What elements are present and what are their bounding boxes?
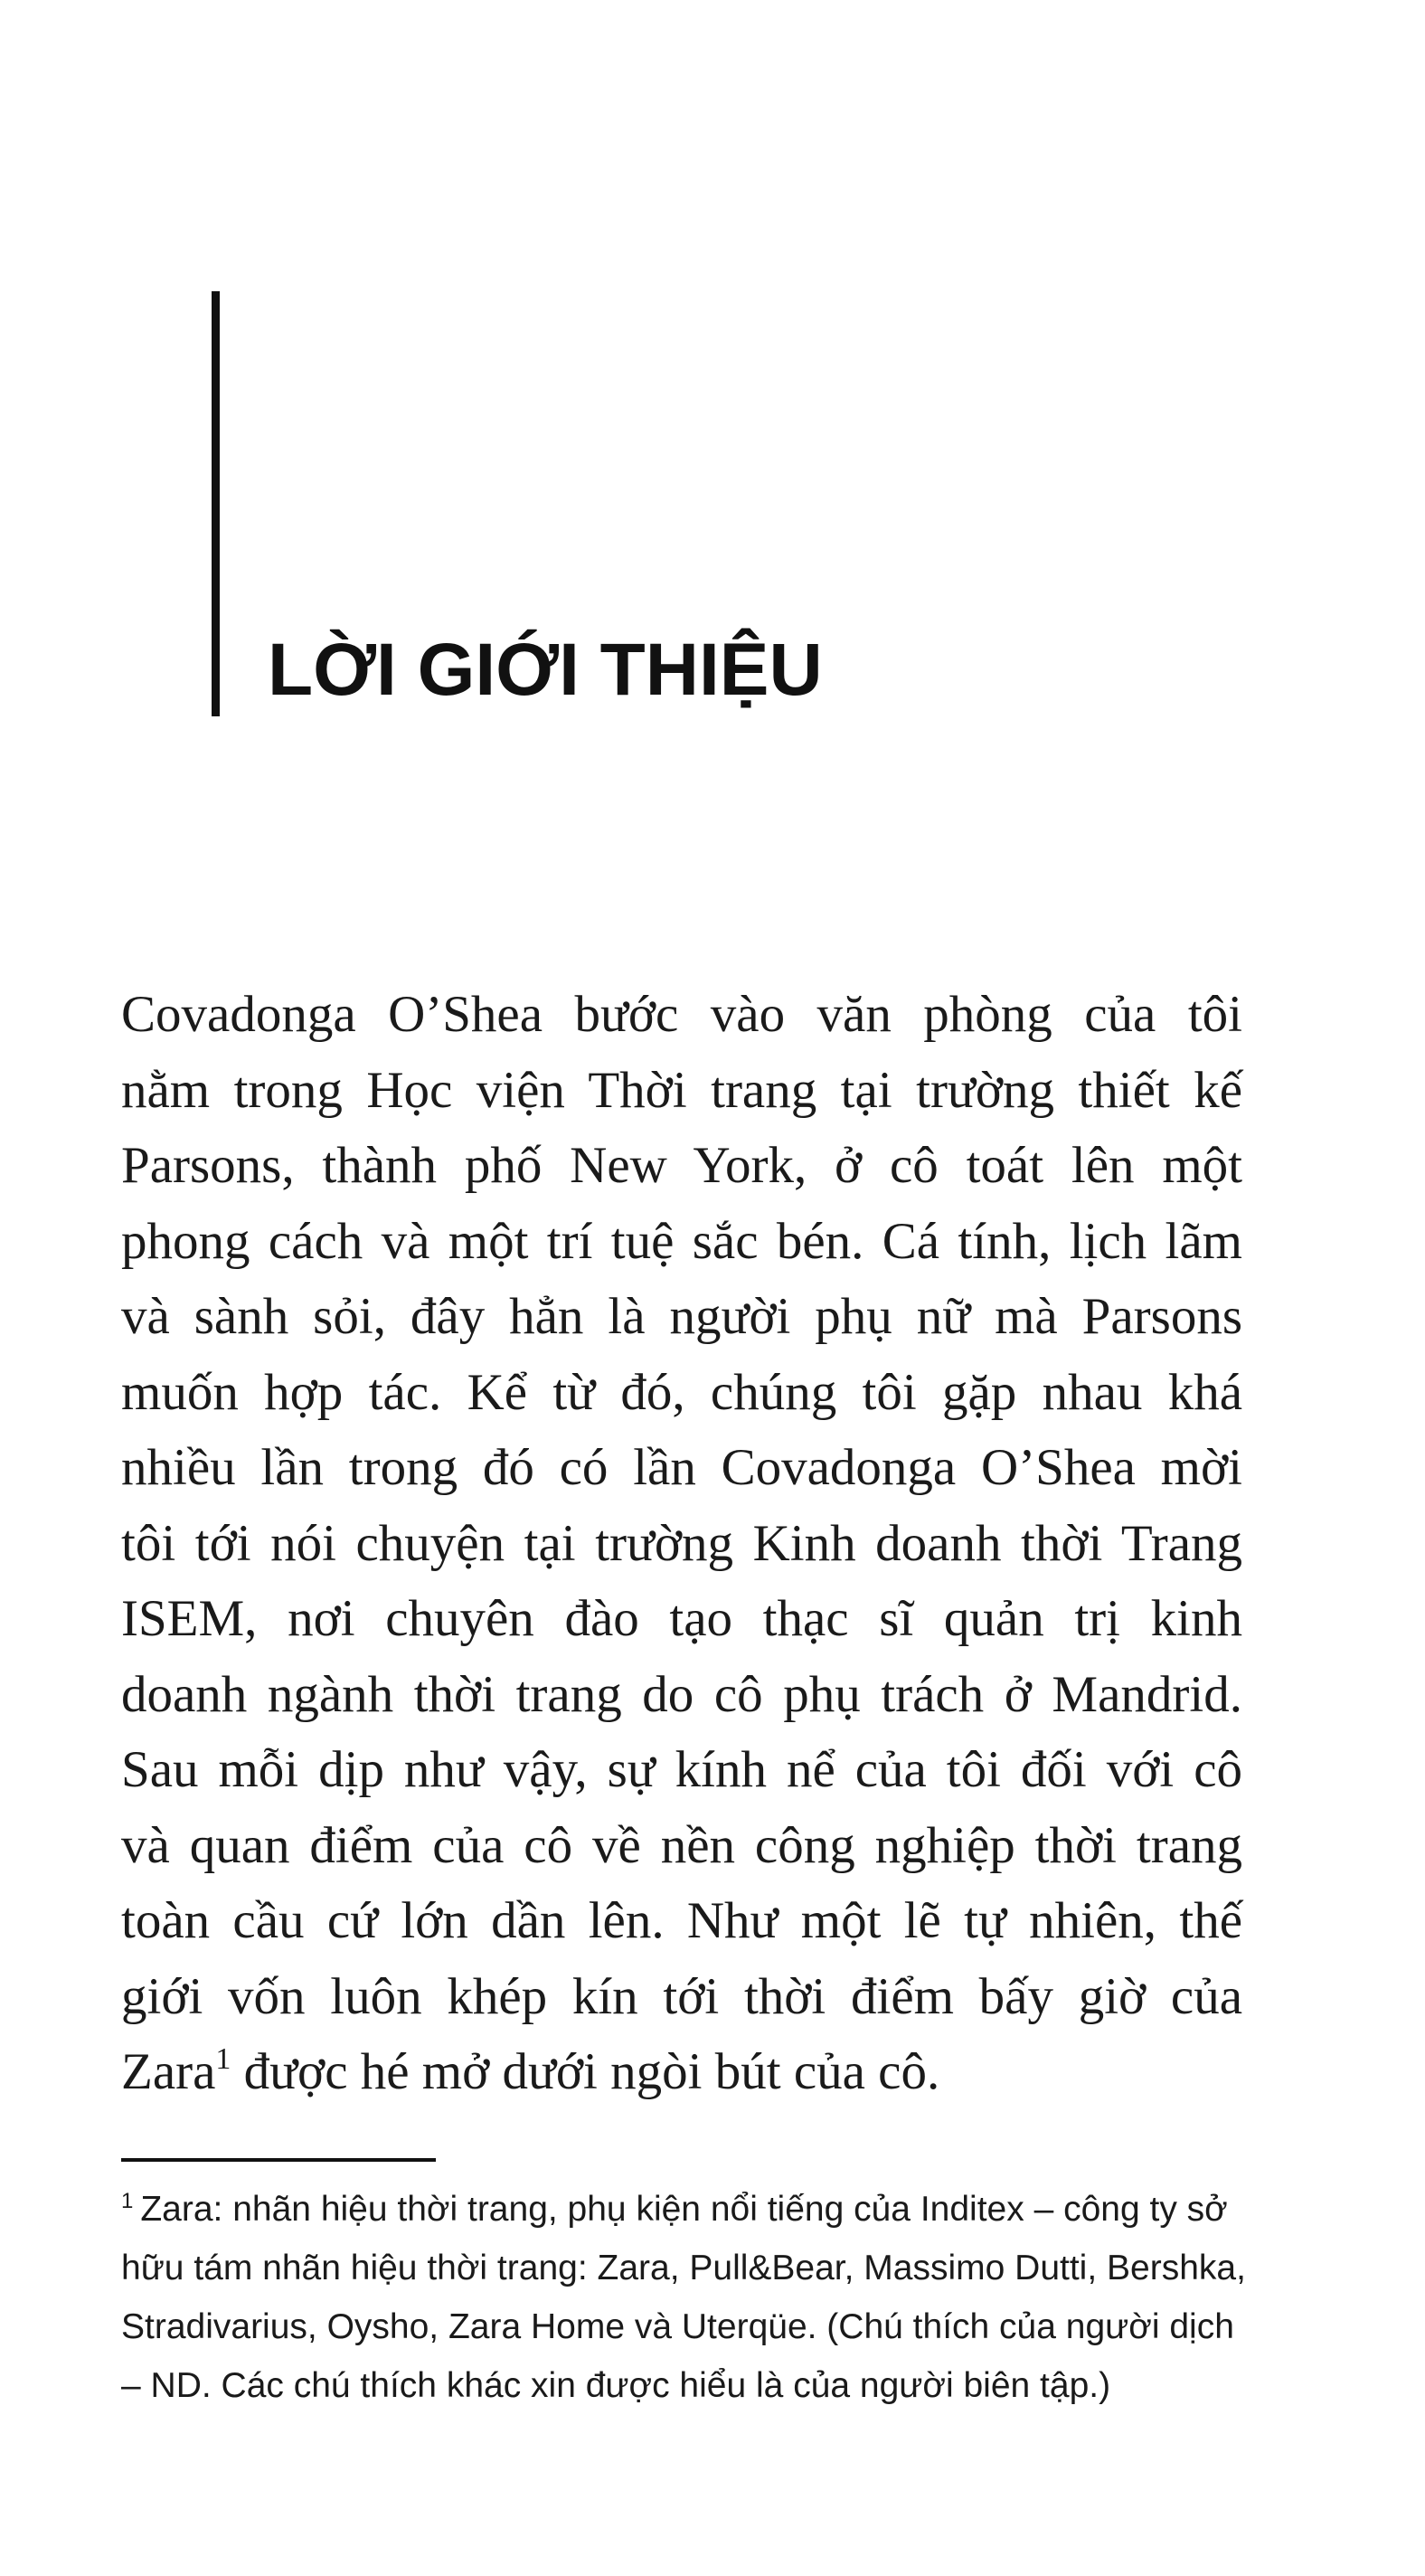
body-line: và quan điểm của cô về nền công nghiệp thời trang — [121, 1816, 1242, 1874]
body-line: ISEM, nơi chuyên đào tạo thạc sĩ quản trị kinh — [121, 1590, 1242, 1647]
body-line-last — [121, 2034, 1242, 2110]
footnote-text: Zara: nhãn hiệu thời trang, phụ kiện nổi tiếng của Inditex – công ty sở — [140, 2190, 1228, 2229]
body-paragraph — [121, 977, 1242, 2110]
body-line: phong cách và một trí tuệ sắc bén. Cá tính, lịch lãm — [121, 1212, 1242, 1270]
footnote-number: 1 — [121, 2189, 134, 2213]
body-line: Covadonga O’Shea bước vào văn phòng của tôi — [121, 986, 1242, 1043]
footnote — [121, 2180, 1246, 2415]
footnote-line — [121, 2180, 1242, 2239]
body-line: giới vốn luôn khép kín tới thời điểm bấy giờ của — [121, 1967, 1242, 2025]
chapter-vertical-rule — [212, 291, 220, 716]
footnote-line: – ND. Các chú thích khác xin được hiểu là của người biên tập.) — [121, 2366, 1111, 2405]
body-line: nhiều lần trong đó có lần Covadonga O’Shea mời — [121, 1439, 1242, 1496]
body-last-line-end: được hé mở dưới ngòi bút của cô. — [231, 2043, 940, 2100]
footnote-line: hữu tám nhãn hiệu thời trang: Zara, Pull&Bear, Massimo Dutti, Bershka, — [121, 2249, 1246, 2287]
body-line: muốn hợp tác. Kể từ đó, chúng tôi gặp nhau khá — [121, 1363, 1242, 1421]
footnote-line: Stradivarius, Oysho, Zara Home và Uterqüe. (Chú thích của người dịch — [121, 2307, 1234, 2346]
body-last-line-start: Zara — [121, 2043, 216, 2100]
body-line: toàn cầu cứ lớn dần lên. Như một lẽ tự nhiên, thế — [121, 1892, 1242, 1949]
footnote-divider — [121, 2158, 436, 2162]
footnote-reference[interactable]: 1 — [215, 2042, 231, 2076]
body-line: Sau mỗi dịp như vậy, sự kính nể của tôi đối với cô — [121, 1741, 1242, 1798]
body-line: Parsons, thành phố New York, ở cô toát lên một — [121, 1137, 1242, 1194]
body-line: tôi tới nói chuyện tại trường Kinh doanh thời Trang — [121, 1514, 1242, 1572]
body-line: nằm trong Học viện Thời trang tại trường thiết kế — [121, 1061, 1242, 1119]
chapter-title: LỜI GIỚI THIỆU — [268, 629, 823, 711]
body-line: doanh ngành thời trang do cô phụ trách ở Mandrid. — [121, 1665, 1242, 1723]
body-line: và sành sỏi, đây hẳn là người phụ nữ mà Parsons — [121, 1288, 1242, 1345]
